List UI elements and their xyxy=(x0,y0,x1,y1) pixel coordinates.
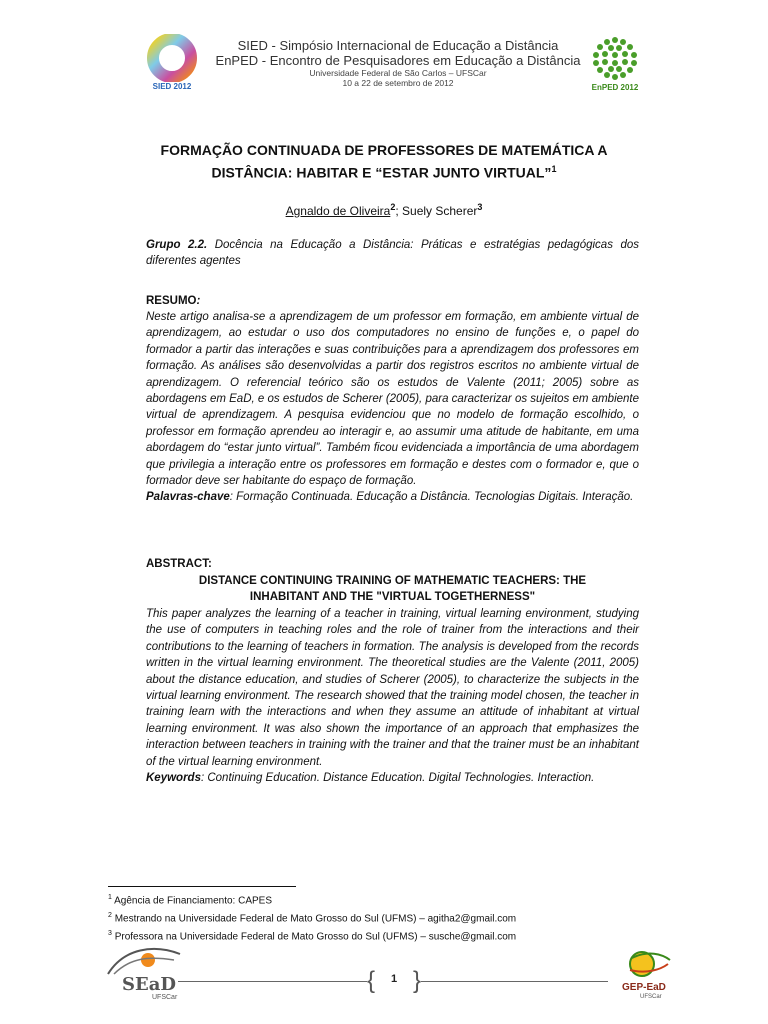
footnote-3-num: 3 xyxy=(108,929,112,937)
right-bracket-icon: } xyxy=(412,967,421,994)
keywords-label: Keywords xyxy=(146,772,201,785)
title-line-2 xyxy=(140,160,628,183)
author-2-footnote-ref[interactable]: 3 xyxy=(477,202,483,212)
resumo-heading-text: RESUMO xyxy=(146,295,197,307)
conference-header xyxy=(210,38,586,88)
resumo-body xyxy=(146,309,639,506)
keywords-text: : Continuing Education. Distance Education. Digital Technologies. Interaction. xyxy=(200,772,595,785)
sead-logo-sub: UFSCar xyxy=(152,994,178,1001)
page-number-box xyxy=(367,967,421,995)
page-header xyxy=(0,0,768,110)
resumo-text: Neste artigo analisa-se a aprendizagem de um professor em formação, em ambiente virtual de aprendizagem, ao estudar o uso dos computadores no ensino de funções e, o papel do formador a partir das interações e suas contribuições para a aprendizagem dos professores em formação. As análises são desenvolvidas a partir dos registros escritos no ambiente virtual de aprendizagem. O referencial teórico são os estudos de Valente (2011; 2005) sobre as abordagens em EaD, e os estudos de Scherer (2005), para caracterizar os sujeitos em ambiente virtual de aprendizagem. A pesquisa evidenciou que no modelo de formação escolhido, o professor em formação aprendeu ao interagir e, ao assumir uma atitude de habitante, em uma abordagem do “estar junto virtual”. Também ficou evidenciada a importância de uma abordagem que privilegia a interação entre os professores em formação e destes com o formador e, que o formador deve ser habitante do espaço de formação. xyxy=(146,311,639,488)
title-footnote-ref[interactable]: 1 xyxy=(551,164,557,174)
grupo-paragraph xyxy=(146,237,639,270)
footnote-2-text: Mestrando na Universidade Federal de Mato Grosso do Sul (UFMS) – agitha2@gmail.com xyxy=(114,913,517,925)
gep-globe-icon xyxy=(618,944,674,982)
footnote-1 xyxy=(108,891,668,909)
conference-university: Universidade Federal de São Carlos – UFSCar xyxy=(309,68,487,78)
footnotes xyxy=(108,891,668,944)
author-1: Agnaldo de Oliveira xyxy=(285,204,391,218)
footnote-3 xyxy=(108,927,668,945)
title-line-1: FORMAÇÃO CONTINUADA DE PROFESSORES DE MATEMÁTICA A xyxy=(160,142,608,158)
gep-logo-sub: UFSCar xyxy=(640,994,662,1000)
footnote-1-text: Agência de Financiamento: CAPES xyxy=(114,895,273,907)
footnote-separator xyxy=(108,886,296,887)
sied-logo-label: SIED 2012 xyxy=(152,82,192,91)
paper-title xyxy=(140,141,628,183)
resumo-colon: : xyxy=(196,295,201,307)
footnote-2-num: 2 xyxy=(108,911,112,919)
enped-logo xyxy=(586,34,644,96)
abstract-text: This paper analyzes the learning of a teacher in training, virtual learning environment, studying the use of computers in teaching roles and the role of trainer from the interactions and their contributions to the learning of teachers in formation. The analysis is developed from the records written in the virtual learning environment. The theoretical studies are the Valente (2011, 2005) about the distance education, and studies of Scherer (2005), to characterize the subjects in the virtual learning environment. The research showed that the training model chosen, the teacher in training learn with the interactions and when they assume an attitude of inhabitant at virtual learning environment. It was also shown the importance of an approach that emphasizes the interaction between teachers in training with the trainer and that the trainer must be an inhabitant of the virtual learning environment. xyxy=(146,608,639,768)
footnote-2 xyxy=(108,909,668,927)
grupo-label: Grupo 2.2. xyxy=(146,239,208,251)
left-bracket-icon: { xyxy=(367,967,376,994)
sead-swoosh-icon xyxy=(104,944,184,978)
sead-logo-label: SEaD xyxy=(122,974,176,995)
sead-logo xyxy=(104,944,184,1006)
conference-dates: 10 a 22 de setembro de 2012 xyxy=(342,78,454,88)
abstract-heading: ABSTRACT: xyxy=(146,558,212,570)
sied-logo xyxy=(144,34,200,92)
page-number: 1 xyxy=(390,973,398,985)
enped-logo-label: EnPED 2012 xyxy=(591,83,639,92)
author-2: Suely Scherer xyxy=(402,204,478,218)
sied-logo-ring-icon xyxy=(144,34,200,82)
gep-logo-label: GEP-EaD xyxy=(622,982,666,993)
enped-logo-dots-icon xyxy=(586,34,644,82)
gep-ead-logo xyxy=(618,944,674,1006)
authors xyxy=(140,202,628,218)
resumo-heading xyxy=(146,293,639,309)
abstract-title-line-1: DISTANCE CONTINUING TRAINING OF MATHEMATIC TEACHERS: THE xyxy=(198,575,587,587)
footnote-3-text: Professora na Universidade Federal de Mato Grosso do Sul (UFMS) – susche@gmail.com xyxy=(114,930,517,942)
conference-line-2: EnPED - Encontro de Pesquisadores em Educação a Distância xyxy=(215,53,581,68)
author-separator: ; xyxy=(395,204,403,218)
author-1-footnote-ref[interactable]: 2 xyxy=(390,202,396,212)
abstract-body xyxy=(146,606,639,786)
abstract-title-line-2: INHABITANT AND THE "VIRTUAL TOGETHERNESS" xyxy=(249,591,536,604)
abstract-title xyxy=(146,573,639,606)
conference-line-1: SIED - Simpósio Internacional de Educação a Distância xyxy=(237,38,559,53)
palavras-chave-text: : Formação Continuada. Educação a Distância. Tecnologias Digitais. Interação. xyxy=(229,491,634,504)
title-line-2-text: DISTÂNCIA: HABITAR E “ESTAR JUNTO VIRTUAL” xyxy=(211,164,552,181)
footnote-1-num: 1 xyxy=(108,894,112,901)
palavras-chave-label: Palavras-chave xyxy=(146,491,230,504)
grupo-text: Docência na Educação a Distância: Práticas e estratégias pedagógicas dos diferentes agentes xyxy=(146,239,639,268)
